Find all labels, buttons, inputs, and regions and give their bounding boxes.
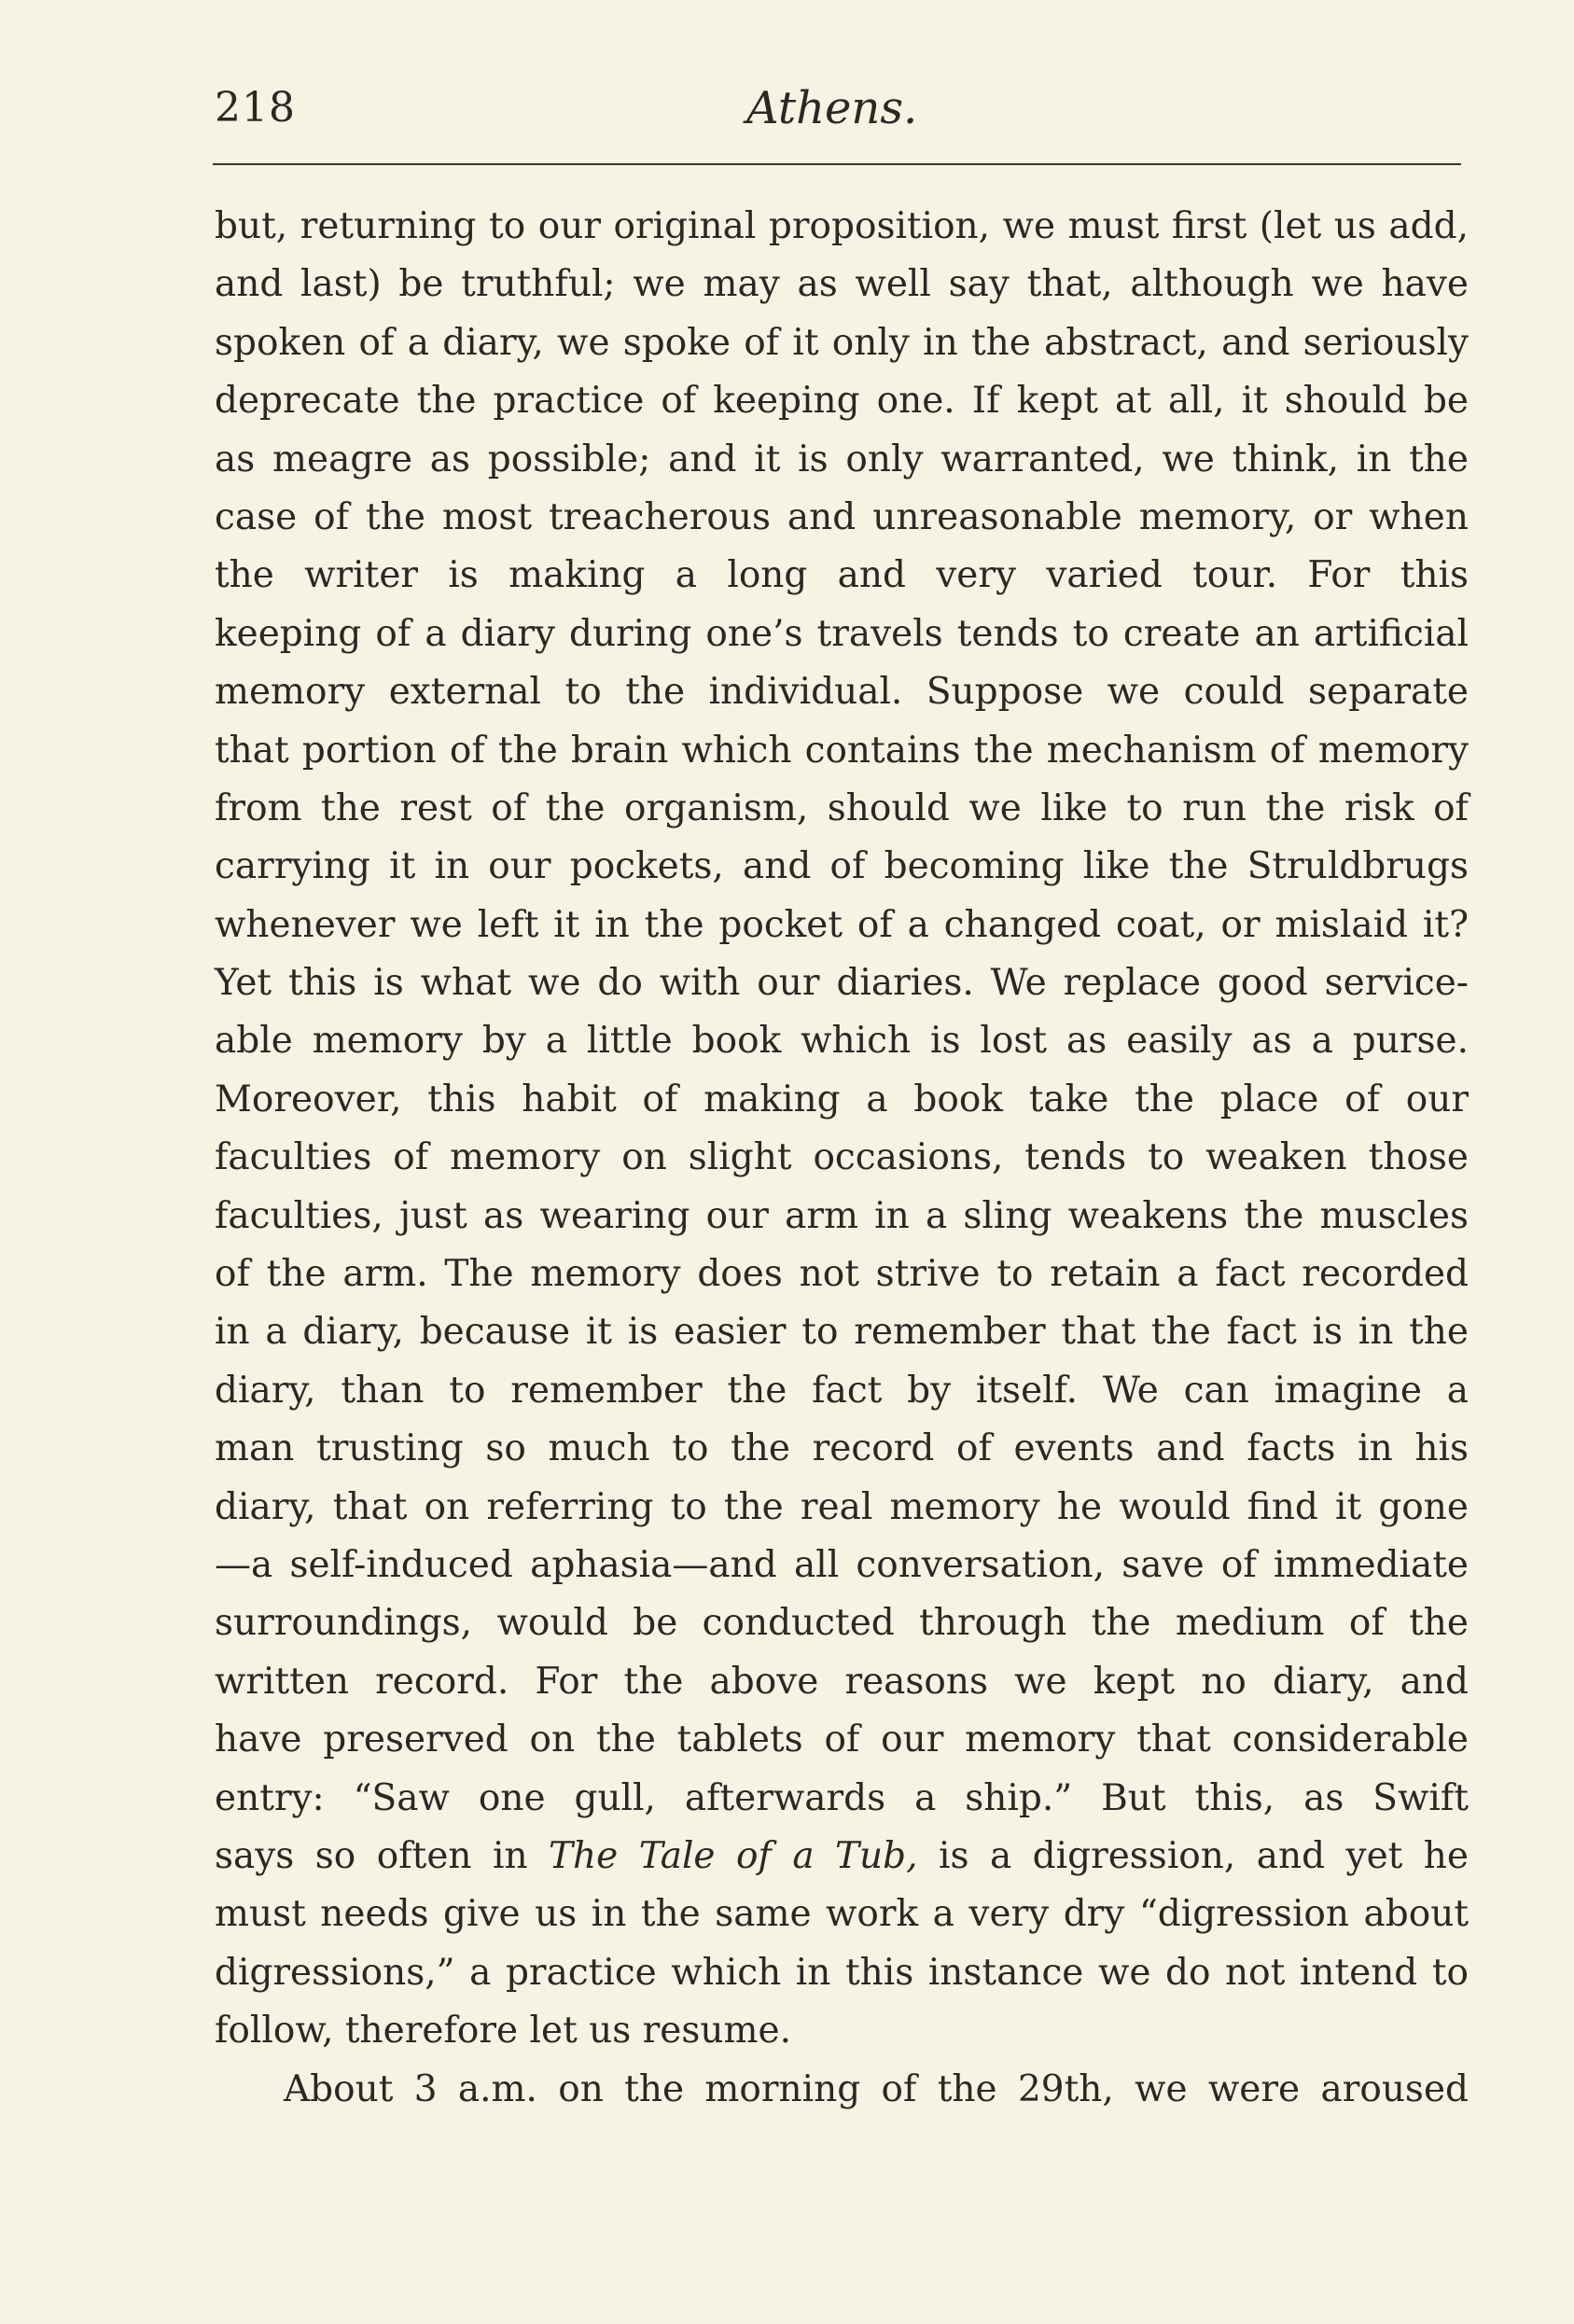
- text-line: digressions,” a practice which in this instance we do not intend to: [215, 1951, 1469, 1994]
- text-line: deprecate the practice of keeping one. If kept at all, it should be: [215, 380, 1469, 423]
- next-paragraph-first-line: About 3 a.m. on the morning of the 29th, we were aroused: [284, 2067, 1469, 2110]
- text-line: spoken of a diary, we spoke of it only in the abstract, and seriously: [215, 321, 1469, 364]
- text-line: able memory by a little book which is lost as easily as a purse.: [215, 1020, 1469, 1063]
- text-line: surroundings, would be conducted through the medium of the: [215, 1602, 1469, 1645]
- page-number: 218: [215, 84, 296, 132]
- text-line: but, returning to our original proposition, we must first (let us add,: [215, 205, 1469, 247]
- text-line: man trusting so much to the record of events and facts in his: [215, 1427, 1469, 1470]
- book-title-italic: The Tale of a Tub,: [549, 1834, 918, 1877]
- text-line: as meagre as possible; and it is only warranted, we think, in the: [215, 438, 1469, 480]
- text-fragment: says so often in: [215, 1834, 550, 1877]
- text-line: of the arm. The memory does not strive to retain a fact recorded: [215, 1253, 1469, 1296]
- text-line: from the rest of the organism, should we like to run the risk of: [215, 786, 1469, 829]
- running-head: Athens.: [746, 82, 918, 134]
- text-line: entry: “Saw one gull, afterwards a ship.” But this, as Swift: [215, 1776, 1469, 1819]
- text-line: Yet this is what we do with our diaries. We replace good service-: [215, 962, 1469, 1005]
- text-line: memory external to the individual. Suppose we could separate: [215, 671, 1469, 714]
- text-line: Moreover, this habit of making a book take the place of our: [215, 1078, 1469, 1120]
- text-line: —a self-induced aphasia—and all conversation, save of immediate: [215, 1543, 1469, 1586]
- text-line: written record. For the above reasons we kept no diary, and: [215, 1660, 1469, 1703]
- text-line: that portion of the brain which contains the mechanism of memory: [215, 729, 1469, 772]
- text-line-with-title: [215, 1828, 1469, 1886]
- text-line: carrying it in our pockets, and of becoming like the Struldbrugs: [215, 845, 1469, 888]
- text-line: and last) be truthful; we may as well say that, although we have: [215, 263, 1469, 306]
- text-line: have preserved on the tablets of our memory that considerable: [215, 1719, 1469, 1761]
- text-line: faculties of memory on slight occasions, tends to weaken those: [215, 1136, 1469, 1179]
- text-line: must needs give us in the same work a very dry “digression about: [215, 1893, 1469, 1936]
- text-line: whenever we left it in the pocket of a changed coat, or mislaid it?: [215, 903, 1469, 946]
- text-line: diary, that on referring to the real memory he would find it gone: [215, 1485, 1469, 1528]
- text-line: case of the most treacherous and unreasonable memory, or when: [215, 495, 1469, 538]
- text-line: diary, than to remember the fact by itself. We can imagine a: [215, 1369, 1469, 1412]
- header-rule: [213, 163, 1461, 165]
- text-fragment: is a digression, and yet he: [917, 1834, 1469, 1877]
- text-line: keeping of a diary during one’s travels tends to create an artificial: [215, 612, 1469, 655]
- text-line: faculties, just as wearing our arm in a sling weakens the muscles: [215, 1194, 1469, 1237]
- body-text: [215, 198, 1469, 2119]
- text-line: in a diary, because it is easier to remember that the fact is in the: [215, 1311, 1469, 1354]
- text-line: the writer is making a long and very varied tour. For this: [215, 554, 1469, 597]
- paragraph-last-line: follow, therefore let us resume.: [215, 2010, 791, 2053]
